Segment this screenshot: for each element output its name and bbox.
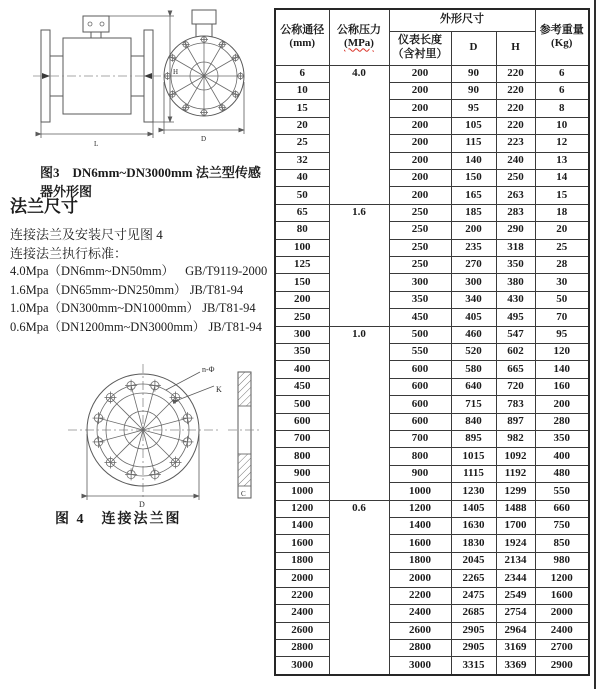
table-row <box>275 187 589 204</box>
h-cell: 220 <box>496 65 535 82</box>
figure4-drawing <box>28 334 274 512</box>
d-cell: 1230 <box>451 483 496 500</box>
d-cell: 2905 <box>451 622 496 639</box>
h-cell: 223 <box>496 135 535 152</box>
d-cell: 840 <box>451 413 496 430</box>
weight-cell: 1200 <box>535 570 589 587</box>
d-cell: 580 <box>451 361 496 378</box>
d-cell: 2685 <box>451 605 496 622</box>
weight-cell: 350 <box>535 431 589 448</box>
h-cell: 1192 <box>496 465 535 482</box>
d-cell: 235 <box>451 239 496 256</box>
dn-cell: 350 <box>275 344 329 361</box>
d-cell: 460 <box>451 326 496 343</box>
length-cell: 250 <box>389 256 451 273</box>
length-cell: 200 <box>389 82 451 99</box>
page-edge-line <box>594 0 596 689</box>
d-cell: 115 <box>451 135 496 152</box>
h-cell: 1092 <box>496 448 535 465</box>
h-cell: 783 <box>496 396 535 413</box>
standard-spec: 0.6Mpa（DN1200mm~DN3000mm） <box>10 319 206 334</box>
header-pressure-text: 公称压力 <box>337 23 381 36</box>
pressure-cell: 1.6 <box>329 204 389 326</box>
flange-side-section <box>228 372 261 498</box>
weight-cell: 6 <box>535 65 589 82</box>
table-row <box>275 657 589 675</box>
weight-cell: 660 <box>535 500 589 517</box>
dn-cell: 65 <box>275 204 329 221</box>
length-cell: 200 <box>389 169 451 186</box>
h-cell: 1299 <box>496 483 535 500</box>
length-cell: 2200 <box>389 587 451 604</box>
dn-cell: 2400 <box>275 605 329 622</box>
standard-code: JB/T81-94 <box>189 282 244 297</box>
flange-intro-text: 连接法兰及安装尺寸见图 4 <box>10 227 163 242</box>
dn-cell: 32 <box>275 152 329 169</box>
length-cell: 550 <box>389 344 451 361</box>
header-h: H <box>496 31 535 65</box>
weight-cell: 2400 <box>535 622 589 639</box>
length-cell: 250 <box>389 204 451 221</box>
h-cell: 250 <box>496 169 535 186</box>
dn-cell: 3000 <box>275 657 329 675</box>
standard-code: GB/T9119-2000 <box>185 264 268 278</box>
weight-cell: 2900 <box>535 657 589 675</box>
h-cell: 982 <box>496 431 535 448</box>
length-cell: 200 <box>389 100 451 117</box>
length-cell: 200 <box>389 152 451 169</box>
header-dims: 外形尺寸 <box>389 9 535 31</box>
d-cell: 200 <box>451 222 496 239</box>
standard-spec: 4.0Mpa（DN6mm~DN50mm） <box>10 264 175 278</box>
h-cell: 2549 <box>496 587 535 604</box>
length-cell: 2600 <box>389 622 451 639</box>
length-cell: 500 <box>389 326 451 343</box>
bolt-count-label: n-Φ <box>202 365 215 374</box>
table-row <box>275 587 589 604</box>
header-pressure-unit: (MPa) <box>344 37 374 50</box>
d-cell: 2265 <box>451 570 496 587</box>
d-cell: 300 <box>451 274 496 291</box>
h-cell: 318 <box>496 239 535 256</box>
d-cell: 140 <box>451 152 496 169</box>
length-cell: 1000 <box>389 483 451 500</box>
table-row <box>275 535 589 552</box>
dn-cell: 250 <box>275 309 329 326</box>
dn-cell: 1400 <box>275 518 329 535</box>
standard-row <box>10 298 270 317</box>
sensor-front-view <box>164 10 245 143</box>
table-row <box>275 100 589 117</box>
h-cell: 430 <box>496 291 535 308</box>
table-row <box>275 552 589 569</box>
table-row <box>275 82 589 99</box>
weight-cell: 13 <box>535 152 589 169</box>
dn-cell: 400 <box>275 361 329 378</box>
dn-cell: 2800 <box>275 639 329 656</box>
h-cell: 3369 <box>496 657 535 675</box>
length-cell: 600 <box>389 396 451 413</box>
length-cell: 300 <box>389 274 451 291</box>
weight-cell: 6 <box>535 82 589 99</box>
flange-front-view <box>68 364 222 509</box>
h-cell: 290 <box>496 222 535 239</box>
standard-row <box>10 317 270 336</box>
table-row <box>275 274 589 291</box>
table-row <box>275 639 589 656</box>
table-row <box>275 256 589 273</box>
h-cell: 547 <box>496 326 535 343</box>
connection-flange-diagram <box>28 334 274 512</box>
weight-cell: 14 <box>535 169 589 186</box>
pressure-cell: 1.0 <box>329 326 389 500</box>
header-length-line2: （含衬里） <box>392 48 448 60</box>
h-cell: 1488 <box>496 500 535 517</box>
dn-cell: 80 <box>275 222 329 239</box>
d-cell: 95 <box>451 100 496 117</box>
table-row <box>275 378 589 395</box>
flange-dim-d-label: D <box>139 500 145 509</box>
d-cell: 405 <box>451 309 496 326</box>
length-cell: 250 <box>389 239 451 256</box>
dim-label-h: H <box>173 68 179 76</box>
h-cell: 495 <box>496 309 535 326</box>
table-row <box>275 117 589 134</box>
header-weight-text: 参考重量 <box>539 23 584 36</box>
standard-code: JB/T81-94 <box>202 301 256 315</box>
dn-cell: 150 <box>275 274 329 291</box>
header-dn-unit: (mm) <box>289 37 316 50</box>
h-cell: 220 <box>496 117 535 134</box>
weight-cell: 95 <box>535 326 589 343</box>
weight-cell: 480 <box>535 465 589 482</box>
table-row <box>275 344 589 361</box>
table-row <box>275 431 589 448</box>
length-cell: 450 <box>389 309 451 326</box>
dn-cell: 6 <box>275 65 329 82</box>
dn-cell: 40 <box>275 169 329 186</box>
header-weight-unit: (Kg) <box>551 37 573 50</box>
header-length <box>389 31 451 65</box>
dn-cell: 450 <box>275 378 329 395</box>
d-cell: 270 <box>451 256 496 273</box>
dimension-table-wrap <box>274 8 588 676</box>
h-cell: 897 <box>496 413 535 430</box>
length-cell: 2800 <box>389 639 451 656</box>
weight-cell: 750 <box>535 518 589 535</box>
d-cell: 105 <box>451 117 496 134</box>
dn-cell: 800 <box>275 448 329 465</box>
weight-cell: 25 <box>535 239 589 256</box>
figure4-caption: 图 4 连接法兰图 <box>55 512 182 527</box>
table-row <box>275 309 589 326</box>
d-cell: 1830 <box>451 535 496 552</box>
weight-cell: 30 <box>535 274 589 291</box>
table-row <box>275 413 589 430</box>
table-row <box>275 570 589 587</box>
weight-cell: 1600 <box>535 587 589 604</box>
flange-standard-list <box>10 261 270 335</box>
dn-cell: 15 <box>275 100 329 117</box>
sensor-outline-diagram <box>8 4 268 158</box>
table-row <box>275 605 589 622</box>
header-d: D <box>451 31 496 65</box>
d-cell: 90 <box>451 65 496 82</box>
table-row <box>275 465 589 482</box>
dn-cell: 2200 <box>275 587 329 604</box>
weight-cell: 50 <box>535 291 589 308</box>
weight-cell: 18 <box>535 204 589 221</box>
h-cell: 263 <box>496 187 535 204</box>
weight-cell: 120 <box>535 344 589 361</box>
length-cell: 1800 <box>389 552 451 569</box>
weight-cell: 8 <box>535 100 589 117</box>
d-cell: 520 <box>451 344 496 361</box>
d-cell: 1405 <box>451 500 496 517</box>
table-row <box>275 500 589 517</box>
dn-cell: 200 <box>275 291 329 308</box>
bolt-circle-label: K <box>216 385 222 394</box>
table-row <box>275 361 589 378</box>
dn-cell: 125 <box>275 256 329 273</box>
weight-cell: 200 <box>535 396 589 413</box>
table-row <box>275 204 589 221</box>
dim-label-l: L <box>94 140 99 148</box>
standard-spec: 1.6Mpa（DN65mm~DN250mm） <box>10 282 187 297</box>
length-cell: 1600 <box>389 535 451 552</box>
d-cell: 1015 <box>451 448 496 465</box>
dn-cell: 900 <box>275 465 329 482</box>
header-dn-text: 公称通径 <box>280 23 325 36</box>
d-cell: 1115 <box>451 465 496 482</box>
length-cell: 350 <box>389 291 451 308</box>
length-cell: 250 <box>389 222 451 239</box>
weight-cell: 70 <box>535 309 589 326</box>
h-cell: 1924 <box>496 535 535 552</box>
length-cell: 200 <box>389 135 451 152</box>
h-cell: 240 <box>496 152 535 169</box>
dn-cell: 100 <box>275 239 329 256</box>
length-cell: 1200 <box>389 500 451 517</box>
dn-cell: 300 <box>275 326 329 343</box>
d-cell: 3315 <box>451 657 496 675</box>
weight-cell: 140 <box>535 361 589 378</box>
weight-cell: 850 <box>535 535 589 552</box>
h-cell: 3169 <box>496 639 535 656</box>
length-cell: 2400 <box>389 605 451 622</box>
header-length-line1: 仪表长度 <box>398 34 442 47</box>
h-cell: 720 <box>496 378 535 395</box>
dn-cell: 10 <box>275 82 329 99</box>
h-cell: 350 <box>496 256 535 273</box>
h-cell: 2964 <box>496 622 535 639</box>
weight-cell: 28 <box>535 256 589 273</box>
flange-dim-c-label: C <box>241 490 246 498</box>
dn-cell: 1000 <box>275 483 329 500</box>
table-row <box>275 135 589 152</box>
weight-cell: 12 <box>535 135 589 152</box>
length-cell: 600 <box>389 413 451 430</box>
weight-cell: 2000 <box>535 605 589 622</box>
weight-cell: 280 <box>535 413 589 430</box>
dn-cell: 2000 <box>275 570 329 587</box>
standard-row <box>10 280 270 299</box>
table-row <box>275 65 589 82</box>
table-row <box>275 152 589 169</box>
d-cell: 715 <box>451 396 496 413</box>
h-cell: 2754 <box>496 605 535 622</box>
table-row <box>275 483 589 500</box>
table-row <box>275 239 589 256</box>
dim-label-d: D <box>201 135 207 143</box>
d-cell: 150 <box>451 169 496 186</box>
pressure-cell: 4.0 <box>329 65 389 204</box>
table-row <box>275 326 589 343</box>
sensor-side-view <box>33 16 178 148</box>
dn-cell: 500 <box>275 396 329 413</box>
length-cell: 600 <box>389 378 451 395</box>
table-row <box>275 622 589 639</box>
d-cell: 340 <box>451 291 496 308</box>
dn-cell: 2600 <box>275 622 329 639</box>
h-cell: 1700 <box>496 518 535 535</box>
h-cell: 283 <box>496 204 535 221</box>
d-cell: 2475 <box>451 587 496 604</box>
header-weight <box>535 9 589 65</box>
pressure-cell: 0.6 <box>329 500 389 675</box>
weight-cell: 400 <box>535 448 589 465</box>
dn-cell: 1600 <box>275 535 329 552</box>
standard-spec: 1.0Mpa（DN300mm~DN1000mm） <box>10 301 200 315</box>
dn-cell: 20 <box>275 117 329 134</box>
length-cell: 700 <box>389 431 451 448</box>
figure3-caption: 图3 DN6mm~DN3000mm 法兰型传感器外形图 <box>40 165 261 199</box>
table-row <box>275 396 589 413</box>
d-cell: 90 <box>451 82 496 99</box>
length-cell: 1400 <box>389 518 451 535</box>
weight-cell: 550 <box>535 483 589 500</box>
h-cell: 602 <box>496 344 535 361</box>
figure3-drawing <box>8 4 268 158</box>
length-cell: 600 <box>389 361 451 378</box>
table-row <box>275 291 589 308</box>
dn-cell: 50 <box>275 187 329 204</box>
flange-dimension-table <box>274 8 590 676</box>
weight-cell: 15 <box>535 187 589 204</box>
length-cell: 200 <box>389 187 451 204</box>
dn-cell: 700 <box>275 431 329 448</box>
dn-cell: 1800 <box>275 552 329 569</box>
table-row <box>275 222 589 239</box>
standard-row <box>10 261 270 280</box>
length-cell: 900 <box>389 465 451 482</box>
weight-cell: 20 <box>535 222 589 239</box>
d-cell: 2905 <box>451 639 496 656</box>
h-cell: 380 <box>496 274 535 291</box>
length-cell: 2000 <box>389 570 451 587</box>
flange-size-heading: 法兰尺寸 <box>10 197 78 216</box>
d-cell: 165 <box>451 187 496 204</box>
header-dn <box>275 9 329 65</box>
length-cell: 200 <box>389 65 451 82</box>
weight-cell: 10 <box>535 117 589 134</box>
d-cell: 1630 <box>451 518 496 535</box>
length-cell: 3000 <box>389 657 451 675</box>
d-cell: 640 <box>451 378 496 395</box>
d-cell: 185 <box>451 204 496 221</box>
length-cell: 200 <box>389 117 451 134</box>
dn-cell: 600 <box>275 413 329 430</box>
length-cell: 800 <box>389 448 451 465</box>
weight-cell: 980 <box>535 552 589 569</box>
table-row <box>275 169 589 186</box>
table-row <box>275 448 589 465</box>
dn-cell: 25 <box>275 135 329 152</box>
weight-cell: 160 <box>535 378 589 395</box>
header-pressure <box>329 9 389 65</box>
h-cell: 2134 <box>496 552 535 569</box>
weight-cell: 2700 <box>535 639 589 656</box>
dn-cell: 1200 <box>275 500 329 517</box>
d-cell: 895 <box>451 431 496 448</box>
table-row <box>275 518 589 535</box>
flange-standard-title: 连接法兰执行标准： <box>10 246 128 261</box>
h-cell: 2344 <box>496 570 535 587</box>
h-cell: 220 <box>496 82 535 99</box>
flange-table-body <box>275 65 589 675</box>
h-cell: 220 <box>496 100 535 117</box>
standard-code: JB/T81-94 <box>208 319 262 334</box>
d-cell: 2045 <box>451 552 496 569</box>
h-cell: 665 <box>496 361 535 378</box>
